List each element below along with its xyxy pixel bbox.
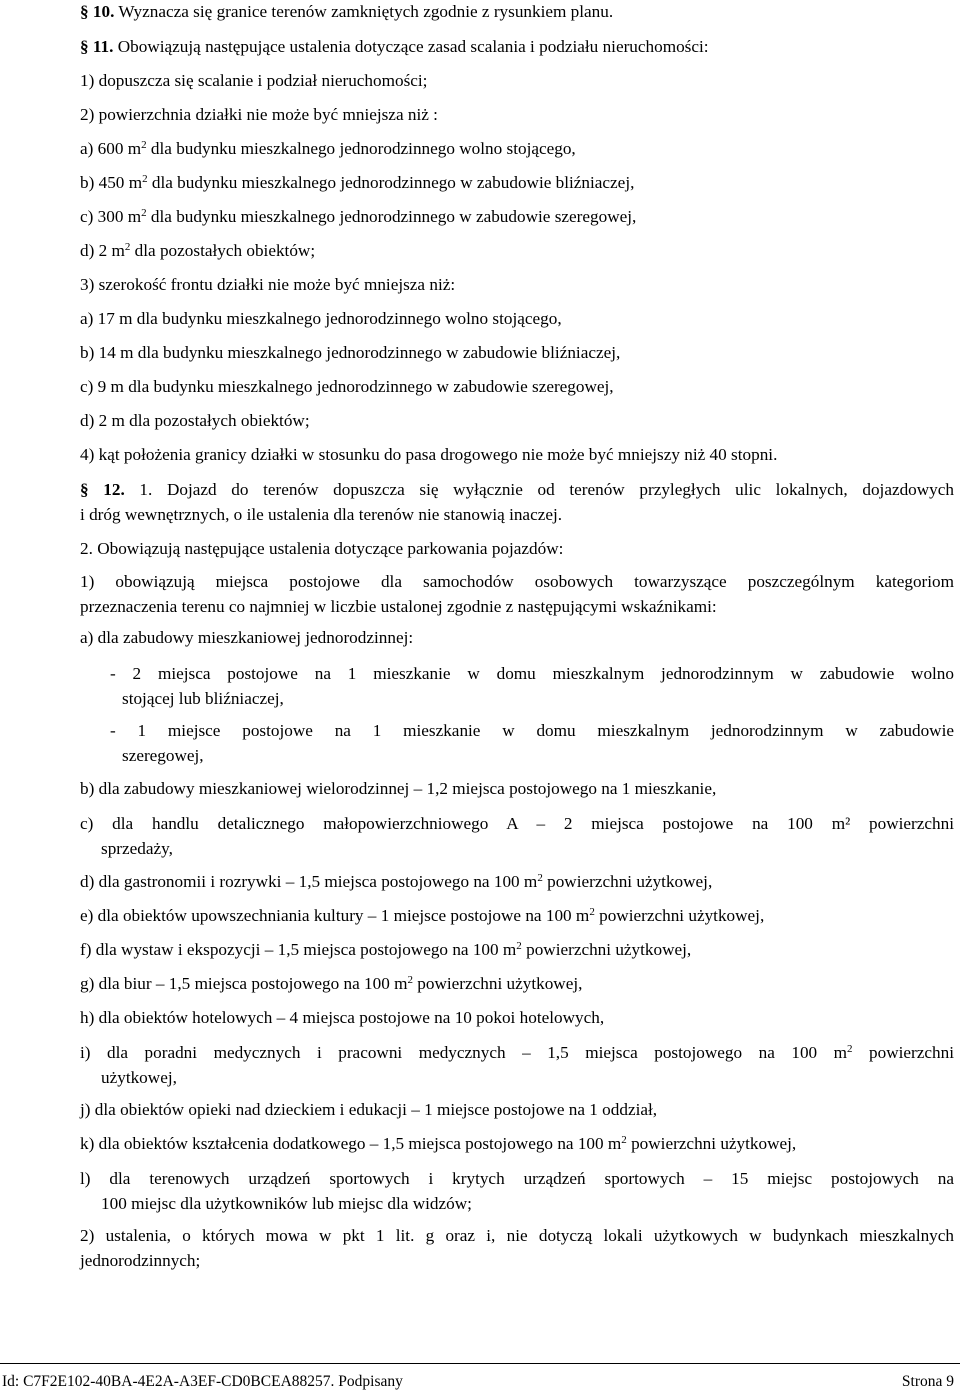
paragraph-10 <box>80 3 613 20</box>
list-subitem: h) dla obiektów hotelowych – 4 miejsca postojowe na 10 pokoi hotelowych, <box>80 1008 605 1027</box>
subitem-text: powierzchni użytkowej, <box>412 974 583 993</box>
page-number: Strona 9 <box>901 1373 954 1390</box>
dash-item-continuation: stojącej lub bliźniaczej, <box>122 689 284 708</box>
dash-item-continuation: szeregowej, <box>122 746 204 765</box>
paragraph-text: Wyznacza się granice terenów zamkniętych zgodnie z rysunkiem planu. <box>114 2 614 21</box>
dash-item: - 2 miejsca postojowe na 1 mieszkanie w domu mieszkalnym jednorodzinnym w zabudowie wolno <box>110 664 954 683</box>
list-item: 4) kąt położenia granicy działki w stosunku do pasa drogowego nie może być mniejszy niż 40 stopni. <box>80 445 778 464</box>
list-subitem <box>80 975 582 992</box>
list-subitem <box>80 1042 954 1063</box>
list-item: 2) powierzchnia działki nie może być mniejsza niż : <box>80 105 438 124</box>
list-subitem: c) dla handlu detalicznego małopowierzchniowego A – 2 miejsca postojowe na 100 m² powierzchni <box>80 814 954 833</box>
paragraph-12-section2: 2. Obowiązują następujące ustalenia dotyczące parkowania pojazdów: <box>80 539 564 558</box>
subitem-text: powierzchni użytkowej, <box>626 1134 797 1153</box>
subitem-text: d) 2 m <box>80 241 125 260</box>
paragraph-12-line2: i dróg wewnętrznych, o ile ustalenia dla terenów nie stanowią inaczej. <box>80 505 563 524</box>
subitem-text: e) dla obiektów upowszechniania kultury – 1 miejsce postojowe na 100 m <box>80 906 590 925</box>
list-subitem: c) 9 m dla budynku mieszkalnego jednorodzinnego w zabudowie szeregowej, <box>80 377 614 396</box>
subitem-text: c) 300 m <box>80 207 142 226</box>
list-subitem <box>80 208 636 225</box>
subitem-text: powierzchni użytkowej, <box>521 940 692 959</box>
paragraph-text: Obowiązują następujące ustalenia dotyczące zasad scalania i podziału nieruchomości: <box>113 37 709 56</box>
list-subitem-continuation: 100 miejsc dla użytkowników lub miejsc dla widzów; <box>101 1194 472 1213</box>
list-subitem <box>80 907 764 924</box>
superscript: 2 <box>847 1043 853 1055</box>
list-subitem: a) dla zabudowy mieszkaniowej jednorodzinnej: <box>80 628 414 647</box>
list-subitem: l) dla terenowych urządzeń sportowych i krytych urządzeń sportowych – 15 miejsc postojowych na <box>80 1169 954 1188</box>
list-item-continuation: jednorodzinnych; <box>80 1251 201 1270</box>
subitem-text: powierzchni użytkowej, <box>542 872 713 891</box>
list-item: 1) dopuszcza się scalanie i podział nieruchomości; <box>80 71 428 90</box>
superscript: 2 <box>516 940 522 952</box>
section-number: § 12. <box>80 480 125 499</box>
list-subitem-continuation: użytkowej, <box>101 1068 177 1087</box>
section-number: § 11. <box>80 37 114 56</box>
list-subitem <box>80 1135 796 1152</box>
subitem-text: k) dla obiektów kształcenia dodatkowego – 1,5 miejsca postojowego na 100 m <box>80 1134 622 1153</box>
paragraph-text: 1. Dojazd do terenów dopuszcza się wyłącznie od terenów przyległych ulic lokalnych, dojazdowych <box>124 480 954 499</box>
subitem-text: b) 450 m <box>80 173 143 192</box>
list-item-continuation: przeznaczenia terenu co najmniej w liczbie ustalonej zgodnie z następującymi wskaźnikami: <box>80 597 717 616</box>
list-item: 2) ustalenia, o których mowa w pkt 1 lit. g oraz i, nie dotyczą lokali użytkowych w budynkach mieszkalnych <box>80 1226 954 1245</box>
superscript: 2 <box>621 1134 627 1146</box>
subitem-text: dla pozostałych obiektów; <box>130 241 316 260</box>
list-item: 1) obowiązują miejsca postojowe dla samochodów osobowych towarzyszące poszczególnym kategoriom <box>80 572 954 591</box>
document-id: Id: C7F2E102-40BA-4E2A-A3EF-CD0BCEA88257. Podpisany <box>2 1373 403 1390</box>
section-number: § 10. <box>80 2 115 21</box>
list-subitem: j) dla obiektów opieki nad dzieckiem i edukacji – 1 miejsce postojowe na 1 oddział, <box>80 1100 658 1119</box>
footer-divider <box>0 1363 960 1364</box>
superscript: 2 <box>124 241 131 253</box>
list-subitem <box>80 941 691 958</box>
subitem-text: a) 600 m <box>80 139 142 158</box>
list-subitem <box>80 174 634 191</box>
list-subitem <box>80 242 315 259</box>
superscript: 2 <box>537 872 543 884</box>
subitem-text: powierzchni użytkowej, <box>594 906 765 925</box>
list-subitem: a) 17 m dla budynku mieszkalnego jednorodzinnego wolno stojącego, <box>80 309 562 328</box>
list-subitem: d) 2 m dla pozostałych obiektów; <box>80 411 310 430</box>
subitem-text: dla budynku mieszkalnego jednorodzinnego w zabudowie bliźniaczej, <box>147 173 635 192</box>
paragraph-11-intro <box>80 38 709 55</box>
list-subitem <box>80 873 712 890</box>
superscript: 2 <box>142 173 148 185</box>
subitem-text: powierzchni <box>852 1043 955 1062</box>
subitem-text: f) dla wystaw i ekspozycji – 1,5 miejsca postojowego na 100 m <box>80 940 517 959</box>
subitem-text: dla budynku mieszkalnego jednorodzinnego w zabudowie szeregowej, <box>146 207 637 226</box>
subitem-text: d) dla gastronomii i rozrywki – 1,5 miejsca postojowego na 100 m <box>80 872 538 891</box>
list-subitem-continuation: sprzedaży, <box>101 839 173 858</box>
superscript: 2 <box>141 207 147 219</box>
list-item: 3) szerokość frontu działki nie może być mniejsza niż: <box>80 275 456 294</box>
dash-item: - 1 miejsce postojowe na 1 mieszkanie w domu mieszkalnym jednorodzinnym w zabudowie <box>110 721 954 740</box>
superscript: 2 <box>141 139 147 151</box>
superscript: 2 <box>589 906 595 918</box>
superscript: 2 <box>407 974 413 986</box>
subitem-text: g) dla biur – 1,5 miejsca postojowego na 100 m <box>80 974 408 993</box>
list-subitem <box>80 140 576 157</box>
list-subitem: b) dla zabudowy mieszkaniowej wielorodzinnej – 1,2 miejsca postojowego na 1 mieszkanie, <box>80 779 717 798</box>
subitem-text: i) dla poradni medycznych i pracowni medycznych – 1,5 miejsca postojowego na 100 m <box>80 1043 848 1062</box>
list-subitem: b) 14 m dla budynku mieszkalnego jednorodzinnego w zabudowie bliźniaczej, <box>80 343 621 362</box>
paragraph-12-line1 <box>80 479 954 500</box>
subitem-text: dla budynku mieszkalnego jednorodzinnego wolno stojącego, <box>146 139 576 158</box>
